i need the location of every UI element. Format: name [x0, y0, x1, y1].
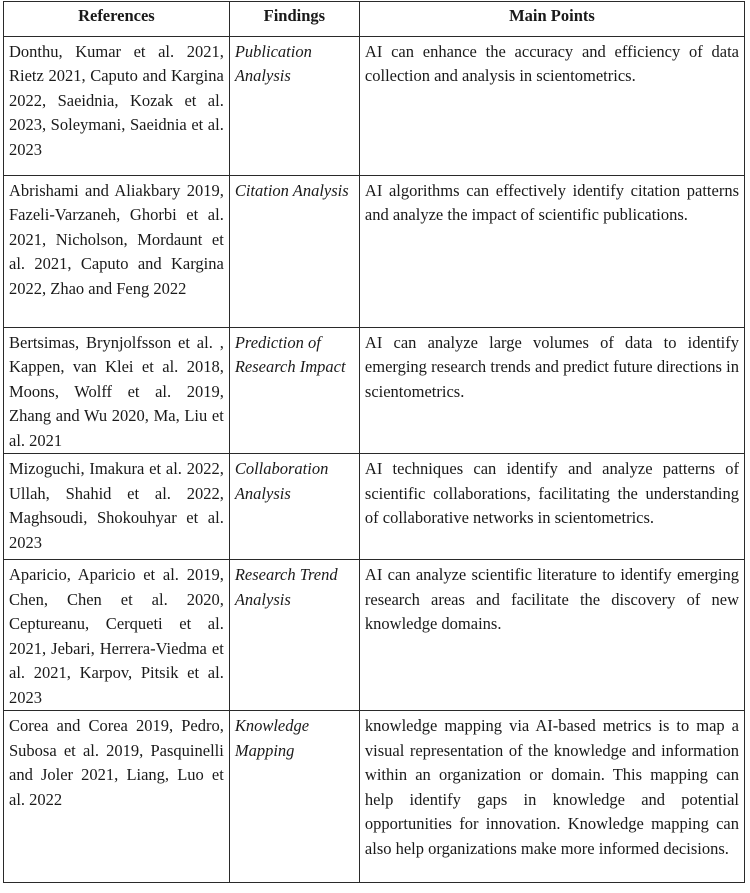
- references-cell: Mizoguchi, Imakura et al. 2022, Ullah, Shahid et al. 2022, Maghsoudi, Shokouhyar et al. 2023: [4, 454, 230, 560]
- findings-cell: Citation Analysis: [229, 175, 359, 327]
- findings-cell: Research Trend Analysis: [229, 560, 359, 711]
- header-references: References: [4, 2, 230, 37]
- main-points-cell: knowledge mapping via AI-based metrics is to map a visual representation of the knowledge and information within an organization or domain. This mapping can help identify gaps in knowledge and potential opportunities for innovation. Knowledge mapping can also help organizations make more informed decisions.: [359, 711, 744, 883]
- findings-cell: Knowledge Mapping: [229, 711, 359, 883]
- main-points-cell: AI algorithms can effectively identify citation patterns and analyze the impact of scientific publications.: [359, 175, 744, 327]
- header-findings: Findings: [229, 2, 359, 37]
- references-cell: Aparicio, Aparicio et al. 2019, Chen, Chen et al. 2020, Ceptureanu, Cerqueti et al. 2021, Jebari, Herrera-Viedma et al. 2021, Karpov, Pitsik et al. 2023: [4, 560, 230, 711]
- main-points-cell: AI techniques can identify and analyze patterns of scientific collaborations, facilitating the understanding of collaborative networks in scientometrics.: [359, 454, 744, 560]
- table-row: [4, 36, 745, 175]
- table-row: [4, 327, 745, 454]
- table-row: [4, 454, 745, 560]
- literature-review-table: [3, 1, 745, 883]
- main-points-cell: AI can analyze large volumes of data to identify emerging research trends and predict future directions in scientometrics.: [359, 327, 744, 454]
- findings-cell: Publication Analysis: [229, 36, 359, 175]
- main-points-cell: AI can analyze scientific literature to identify emerging research areas and facilitate the discovery of new knowledge domains.: [359, 560, 744, 711]
- findings-cell: Prediction of Research Impact: [229, 327, 359, 454]
- references-cell: Bertsimas, Brynjolfsson et al. , Kappen, van Klei et al. 2018, Moons, Wolff et al. 2019, Zhang and Wu 2020, Ma, Liu et al. 2021: [4, 327, 230, 454]
- main-points-cell: AI can enhance the accuracy and efficiency of data collection and analysis in scientometrics.: [359, 36, 744, 175]
- table-row: [4, 175, 745, 327]
- table-row: [4, 560, 745, 711]
- table-row: [4, 711, 745, 883]
- findings-cell: Collaboration Analysis: [229, 454, 359, 560]
- table-header-row: [4, 2, 745, 37]
- references-cell: Abrishami and Aliakbary 2019, Fazeli-Varzaneh, Ghorbi et al. 2021, Nicholson, Mordaunt et al. 2021, Caputo and Kargina 2022, Zhao and Feng 2022: [4, 175, 230, 327]
- references-cell: Donthu, Kumar et al. 2021, Rietz 2021, Caputo and Kargina 2022, Saeidnia, Kozak et al. 2023, Soleymani, Saeidnia et al. 2023: [4, 36, 230, 175]
- references-cell: Corea and Corea 2019, Pedro, Subosa et al. 2019, Pasquinelli and Joler 2021, Liang, Luo et al. 2022: [4, 711, 230, 883]
- header-main-points: Main Points: [359, 2, 744, 37]
